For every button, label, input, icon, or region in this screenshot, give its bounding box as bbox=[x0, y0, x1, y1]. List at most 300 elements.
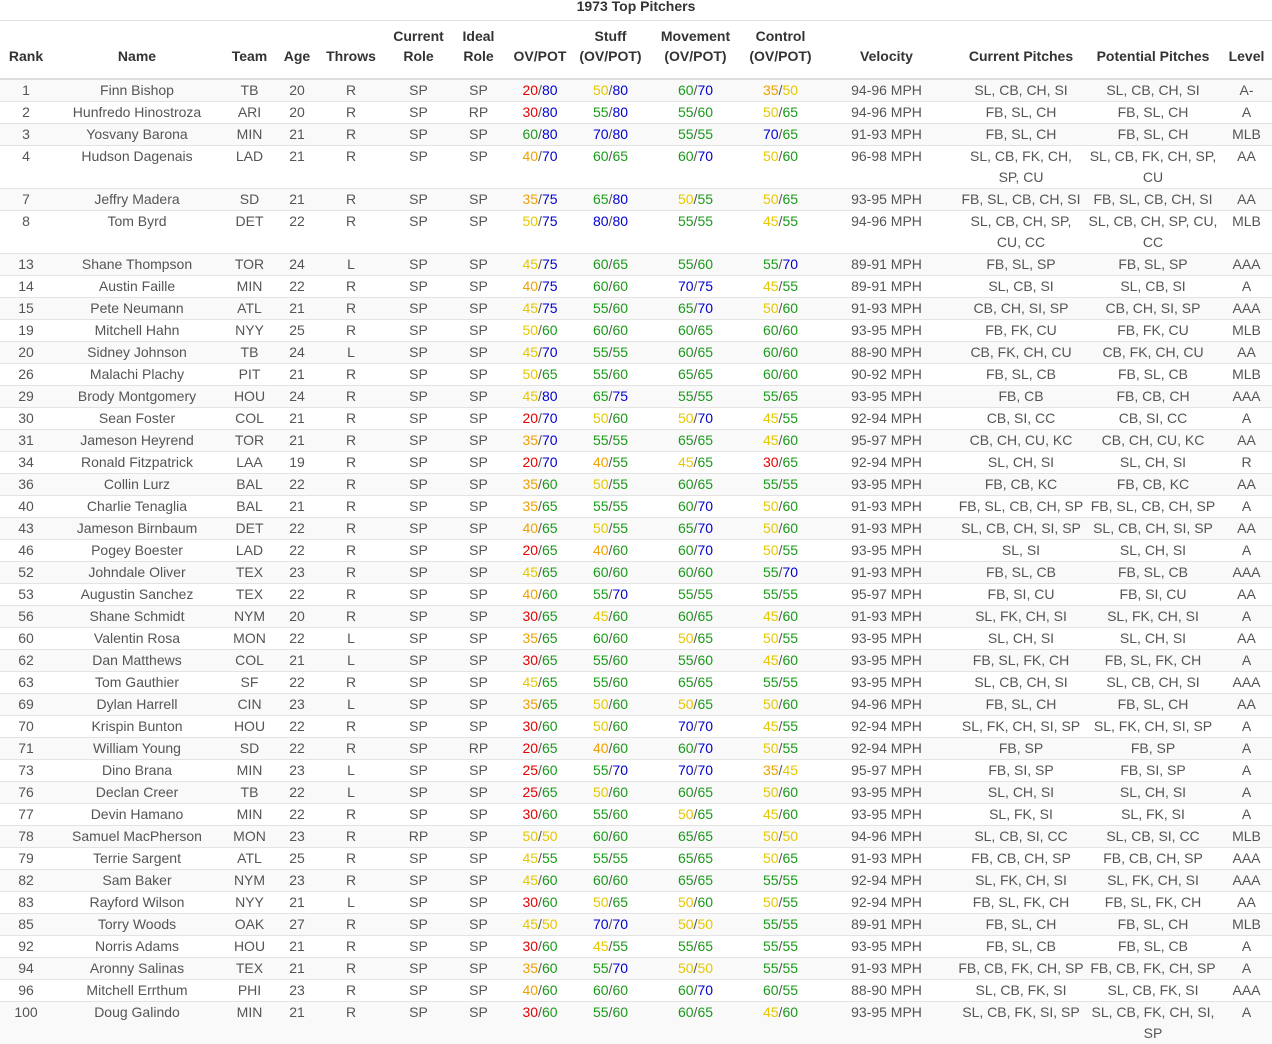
rating-separator: / bbox=[779, 344, 783, 360]
table-row bbox=[0, 804, 1272, 826]
cell-stuff bbox=[575, 342, 646, 364]
rating-current: 50 bbox=[763, 696, 779, 712]
rating-separator: / bbox=[538, 564, 542, 580]
cell-age: 21 bbox=[277, 189, 317, 211]
cell-movement bbox=[646, 474, 745, 496]
cell-rank: 40 bbox=[0, 496, 52, 518]
column-header-control[interactable] bbox=[745, 21, 816, 79]
cell-control bbox=[745, 364, 816, 386]
rating-current: 70 bbox=[593, 916, 609, 932]
rating-potential: 80 bbox=[612, 191, 628, 207]
cell-rank: 13 bbox=[0, 254, 52, 276]
cell-team: HOU bbox=[222, 716, 277, 738]
rating-potential: 60 bbox=[542, 322, 558, 338]
cell-velocity: 91-93 MPH bbox=[816, 518, 957, 540]
cell-velocity: 88-90 MPH bbox=[816, 342, 957, 364]
cell-ov-pot bbox=[505, 320, 575, 342]
cell-rank: 31 bbox=[0, 430, 52, 452]
cell-level: A bbox=[1221, 276, 1272, 298]
rating-potential: 60 bbox=[697, 652, 713, 668]
rating-separator: / bbox=[779, 982, 783, 998]
cell-current-role: SP bbox=[385, 804, 452, 826]
cell-velocity: 89-91 MPH bbox=[816, 254, 957, 276]
cell-age: 21 bbox=[277, 936, 317, 958]
column-header-stuff[interactable] bbox=[575, 21, 646, 79]
rating-potential: 65 bbox=[612, 256, 628, 272]
cell-movement bbox=[646, 760, 745, 782]
rating-current: 45 bbox=[522, 388, 538, 404]
rating-separator: / bbox=[694, 850, 698, 866]
rating-current: 60 bbox=[593, 872, 609, 888]
rating-separator: / bbox=[538, 740, 542, 756]
cell-control bbox=[745, 102, 816, 124]
cell-throws: R bbox=[317, 914, 385, 936]
rating-potential: 80 bbox=[542, 104, 558, 120]
cell-team: NYY bbox=[222, 892, 277, 914]
cell-control bbox=[745, 958, 816, 980]
column-header-velocity[interactable]: Velocity bbox=[816, 21, 957, 79]
rating-current: 65 bbox=[678, 674, 694, 690]
cell-level: AA bbox=[1221, 146, 1272, 189]
rating-potential: 55 bbox=[782, 982, 798, 998]
rating-separator: / bbox=[609, 82, 613, 98]
cell-rank: 52 bbox=[0, 562, 52, 584]
cell-current-pitches: SL, CB, SI, CC bbox=[957, 826, 1085, 848]
cell-name: Dan Matthews bbox=[52, 650, 222, 672]
cell-rank: 76 bbox=[0, 782, 52, 804]
rating-separator: / bbox=[779, 498, 783, 514]
rating-current: 30 bbox=[522, 806, 538, 822]
rating-potential: 60 bbox=[612, 784, 628, 800]
rating-potential: 60 bbox=[782, 344, 798, 360]
cell-movement bbox=[646, 716, 745, 738]
cell-current-role: SP bbox=[385, 518, 452, 540]
cell-control bbox=[745, 189, 816, 211]
rating-current: 45 bbox=[763, 432, 779, 448]
rating-separator: / bbox=[538, 410, 542, 426]
cell-current-pitches: FB, SP bbox=[957, 738, 1085, 760]
cell-stuff bbox=[575, 584, 646, 606]
table-row bbox=[0, 540, 1272, 562]
rating-potential: 75 bbox=[542, 256, 558, 272]
rating-current: 60 bbox=[678, 564, 694, 580]
rating-potential: 50 bbox=[697, 916, 713, 932]
cell-potential-pitches: SL, FK, SI bbox=[1085, 804, 1221, 826]
cell-age: 22 bbox=[277, 518, 317, 540]
rating-separator: / bbox=[694, 191, 698, 207]
rating-current: 65 bbox=[678, 432, 694, 448]
column-header-age[interactable]: Age bbox=[277, 21, 317, 79]
cell-control bbox=[745, 1002, 816, 1044]
cell-stuff bbox=[575, 892, 646, 914]
cell-current-role: SP bbox=[385, 320, 452, 342]
cell-stuff bbox=[575, 430, 646, 452]
rating-separator: / bbox=[609, 542, 613, 558]
cell-current-role: SP bbox=[385, 716, 452, 738]
rating-potential: 50 bbox=[542, 916, 558, 932]
rating-current: 45 bbox=[522, 256, 538, 272]
rating-potential: 60 bbox=[782, 322, 798, 338]
rating-potential: 60 bbox=[612, 410, 628, 426]
rating-separator: / bbox=[609, 300, 613, 316]
cell-age: 21 bbox=[277, 146, 317, 189]
cell-name: Sam Baker bbox=[52, 870, 222, 892]
rating-potential: 70 bbox=[697, 82, 713, 98]
cell-current-pitches: SL, CB, SI bbox=[957, 276, 1085, 298]
cell-age: 23 bbox=[277, 870, 317, 892]
cell-movement bbox=[646, 430, 745, 452]
cell-team: TOR bbox=[222, 254, 277, 276]
rating-potential: 60 bbox=[612, 652, 628, 668]
cell-throws: L bbox=[317, 650, 385, 672]
column-header-level[interactable]: Level bbox=[1221, 21, 1272, 79]
cell-current-role: SP bbox=[385, 870, 452, 892]
cell-team: PHI bbox=[222, 980, 277, 1002]
cell-ov-pot bbox=[505, 124, 575, 146]
rating-potential: 60 bbox=[782, 652, 798, 668]
cell-current-role: SP bbox=[385, 386, 452, 408]
cell-movement bbox=[646, 782, 745, 804]
rating-separator: / bbox=[609, 410, 613, 426]
cell-velocity: 94-96 MPH bbox=[816, 826, 957, 848]
rating-separator: / bbox=[609, 520, 613, 536]
table-row bbox=[0, 870, 1272, 892]
table-row bbox=[0, 430, 1272, 452]
cell-age: 24 bbox=[277, 386, 317, 408]
rating-current: 65 bbox=[678, 300, 694, 316]
cell-current-role: SP bbox=[385, 936, 452, 958]
column-header-ideal-role[interactable] bbox=[452, 21, 505, 79]
cell-current-role: SP bbox=[385, 496, 452, 518]
rating-potential: 75 bbox=[612, 388, 628, 404]
rating-potential: 60 bbox=[542, 1004, 558, 1020]
column-header-current-role[interactable] bbox=[385, 21, 452, 79]
rating-current: 40 bbox=[593, 454, 609, 470]
cell-throws: R bbox=[317, 870, 385, 892]
rating-potential: 55 bbox=[782, 872, 798, 888]
rating-current: 50 bbox=[593, 476, 609, 492]
rating-potential: 60 bbox=[782, 784, 798, 800]
rating-separator: / bbox=[609, 652, 613, 668]
column-header-team[interactable]: Team bbox=[222, 21, 277, 79]
rating-separator: / bbox=[694, 674, 698, 690]
cell-potential-pitches: SL, CH, SI bbox=[1085, 540, 1221, 562]
cell-ideal-role: SP bbox=[452, 276, 505, 298]
rating-current: 45 bbox=[763, 410, 779, 426]
cell-age: 22 bbox=[277, 540, 317, 562]
cell-level: A bbox=[1221, 1002, 1272, 1044]
rating-separator: / bbox=[609, 718, 613, 734]
cell-current-role: SP bbox=[385, 892, 452, 914]
cell-name: Mitchell Hahn bbox=[52, 320, 222, 342]
rating-separator: / bbox=[694, 300, 698, 316]
cell-throws: R bbox=[317, 474, 385, 496]
cell-current-pitches: FB, SI, SP bbox=[957, 760, 1085, 782]
rating-potential: 70 bbox=[697, 542, 713, 558]
rating-current: 25 bbox=[522, 784, 538, 800]
rating-separator: / bbox=[694, 410, 698, 426]
rating-potential: 65 bbox=[542, 520, 558, 536]
cell-name: Pogey Boester bbox=[52, 540, 222, 562]
rating-potential: 60 bbox=[697, 894, 713, 910]
rating-potential: 65 bbox=[697, 784, 713, 800]
cell-team: MIN bbox=[222, 1002, 277, 1044]
rating-current: 45 bbox=[522, 564, 538, 580]
rating-separator: / bbox=[779, 696, 783, 712]
cell-team: COL bbox=[222, 650, 277, 672]
cell-name: Tom Gauthier bbox=[52, 672, 222, 694]
rating-separator: / bbox=[779, 674, 783, 690]
rating-potential: 65 bbox=[542, 542, 558, 558]
cell-rank: 70 bbox=[0, 716, 52, 738]
rating-potential: 55 bbox=[782, 960, 798, 976]
rating-separator: / bbox=[538, 938, 542, 954]
cell-movement bbox=[646, 826, 745, 848]
cell-throws: R bbox=[317, 716, 385, 738]
rating-separator: / bbox=[609, 1004, 613, 1020]
cell-ov-pot bbox=[505, 650, 575, 672]
rating-current: 45 bbox=[593, 608, 609, 624]
cell-age: 21 bbox=[277, 958, 317, 980]
cell-velocity: 91-93 MPH bbox=[816, 496, 957, 518]
cell-rank: 26 bbox=[0, 364, 52, 386]
rating-separator: / bbox=[694, 828, 698, 844]
cell-ov-pot bbox=[505, 364, 575, 386]
cell-stuff bbox=[575, 738, 646, 760]
cell-rank: 56 bbox=[0, 606, 52, 628]
column-header-rank[interactable]: Rank bbox=[0, 21, 52, 79]
rating-current: 30 bbox=[763, 454, 779, 470]
cell-rank: 2 bbox=[0, 102, 52, 124]
rating-potential: 65 bbox=[697, 806, 713, 822]
rating-separator: / bbox=[779, 410, 783, 426]
rating-current: 70 bbox=[678, 718, 694, 734]
rating-current: 60 bbox=[593, 828, 609, 844]
cell-stuff bbox=[575, 716, 646, 738]
cell-rank: 94 bbox=[0, 958, 52, 980]
cell-velocity: 93-95 MPH bbox=[816, 189, 957, 211]
rating-current: 50 bbox=[678, 191, 694, 207]
rating-potential: 60 bbox=[542, 586, 558, 602]
rating-current: 35 bbox=[522, 498, 538, 514]
cell-rank: 53 bbox=[0, 584, 52, 606]
cell-rank: 4 bbox=[0, 146, 52, 189]
rating-separator: / bbox=[694, 366, 698, 382]
cell-age: 27 bbox=[277, 914, 317, 936]
rating-separator: / bbox=[779, 1004, 783, 1020]
rating-current: 30 bbox=[522, 1004, 538, 1020]
cell-level: A bbox=[1221, 606, 1272, 628]
cell-name: Sean Foster bbox=[52, 408, 222, 430]
cell-ideal-role: SP bbox=[452, 914, 505, 936]
table-row bbox=[0, 782, 1272, 804]
cell-current-role: SP bbox=[385, 628, 452, 650]
rating-potential: 65 bbox=[697, 322, 713, 338]
rating-current: 60 bbox=[678, 784, 694, 800]
rating-potential: 70 bbox=[697, 148, 713, 164]
column-header-ov-pot[interactable]: OV/POT bbox=[505, 21, 575, 79]
cell-movement bbox=[646, 738, 745, 760]
cell-movement bbox=[646, 804, 745, 826]
rating-potential: 65 bbox=[697, 674, 713, 690]
cell-current-pitches: FB, CB, KC bbox=[957, 474, 1085, 496]
cell-level: AA bbox=[1221, 430, 1272, 452]
rating-current: 45 bbox=[763, 806, 779, 822]
rating-current: 55 bbox=[763, 388, 779, 404]
cell-stuff bbox=[575, 672, 646, 694]
cell-throws: L bbox=[317, 782, 385, 804]
cell-age: 22 bbox=[277, 584, 317, 606]
cell-movement bbox=[646, 628, 745, 650]
cell-current-pitches: FB, SL, CB, CH, SI bbox=[957, 189, 1085, 211]
rating-potential: 65 bbox=[697, 938, 713, 954]
rating-current: 50 bbox=[678, 630, 694, 646]
cell-velocity: 93-95 MPH bbox=[816, 320, 957, 342]
column-header-movement[interactable] bbox=[646, 21, 745, 79]
rating-potential: 65 bbox=[542, 366, 558, 382]
rating-potential: 55 bbox=[612, 454, 628, 470]
rating-separator: / bbox=[779, 104, 783, 120]
cell-movement bbox=[646, 914, 745, 936]
rating-current: 60 bbox=[678, 608, 694, 624]
rating-separator: / bbox=[538, 300, 542, 316]
rating-separator: / bbox=[538, 894, 542, 910]
rating-current: 50 bbox=[678, 916, 694, 932]
column-header-throws[interactable]: Throws bbox=[317, 21, 385, 79]
cell-team: MON bbox=[222, 826, 277, 848]
rating-potential: 65 bbox=[697, 630, 713, 646]
cell-ideal-role: SP bbox=[452, 606, 505, 628]
cell-velocity: 93-95 MPH bbox=[816, 804, 957, 826]
cell-team: DET bbox=[222, 211, 277, 254]
rating-potential: 75 bbox=[542, 300, 558, 316]
rating-current: 50 bbox=[763, 740, 779, 756]
cell-current-pitches: CB, SI, CC bbox=[957, 408, 1085, 430]
cell-current-pitches: SL, CB, FK, SI, SP bbox=[957, 1002, 1085, 1044]
rating-separator: / bbox=[538, 476, 542, 492]
cell-ov-pot bbox=[505, 562, 575, 584]
rating-current: 50 bbox=[763, 630, 779, 646]
cell-ov-pot bbox=[505, 738, 575, 760]
rating-separator: / bbox=[694, 148, 698, 164]
cell-age: 19 bbox=[277, 452, 317, 474]
cell-name: Augustin Sanchez bbox=[52, 584, 222, 606]
rating-current: 30 bbox=[522, 608, 538, 624]
rating-potential: 60 bbox=[542, 960, 558, 976]
rating-current: 45 bbox=[522, 300, 538, 316]
cell-current-pitches: SL, CB, CH, SI bbox=[957, 79, 1085, 102]
cell-movement bbox=[646, 102, 745, 124]
column-header-potential-pitches[interactable]: Potential Pitches bbox=[1085, 21, 1221, 79]
cell-name: Torry Woods bbox=[52, 914, 222, 936]
cell-age: 22 bbox=[277, 804, 317, 826]
rating-separator: / bbox=[779, 938, 783, 954]
cell-current-pitches: FB, CB, CH, SP bbox=[957, 848, 1085, 870]
cell-control bbox=[745, 79, 816, 102]
rating-current: 55 bbox=[593, 344, 609, 360]
rating-potential: 80 bbox=[612, 213, 628, 229]
cell-ov-pot bbox=[505, 936, 575, 958]
cell-potential-pitches: FB, SL, FK, CH bbox=[1085, 892, 1221, 914]
cell-current-pitches: FB, SL, CH bbox=[957, 914, 1085, 936]
rating-separator: / bbox=[538, 806, 542, 822]
header-line: Current bbox=[393, 28, 444, 44]
cell-level: AAA bbox=[1221, 980, 1272, 1002]
cell-movement bbox=[646, 496, 745, 518]
cell-team: TOR bbox=[222, 430, 277, 452]
cell-ideal-role: SP bbox=[452, 540, 505, 562]
rating-potential: 55 bbox=[697, 126, 713, 142]
column-header-current-pitches[interactable]: Current Pitches bbox=[957, 21, 1085, 79]
rating-potential: 60 bbox=[782, 806, 798, 822]
cell-velocity: 93-95 MPH bbox=[816, 672, 957, 694]
cell-throws: R bbox=[317, 320, 385, 342]
cell-ideal-role: SP bbox=[452, 124, 505, 146]
rating-current: 50 bbox=[763, 104, 779, 120]
cell-movement bbox=[646, 584, 745, 606]
table-row bbox=[0, 364, 1272, 386]
rating-potential: 55 bbox=[697, 213, 713, 229]
rating-current: 45 bbox=[763, 652, 779, 668]
cell-rank: 63 bbox=[0, 672, 52, 694]
cell-control bbox=[745, 342, 816, 364]
rating-current: 50 bbox=[593, 520, 609, 536]
rating-current: 55 bbox=[593, 498, 609, 514]
rating-current: 65 bbox=[678, 520, 694, 536]
column-header-name[interactable]: Name bbox=[52, 21, 222, 79]
cell-throws: R bbox=[317, 804, 385, 826]
cell-ideal-role: SP bbox=[452, 958, 505, 980]
rating-potential: 65 bbox=[697, 850, 713, 866]
cell-current-pitches: CB, FK, CH, CU bbox=[957, 342, 1085, 364]
cell-current-role: SP bbox=[385, 211, 452, 254]
rating-separator: / bbox=[779, 608, 783, 624]
rating-separator: / bbox=[694, 806, 698, 822]
cell-stuff bbox=[575, 606, 646, 628]
cell-current-pitches: CB, CH, CU, KC bbox=[957, 430, 1085, 452]
header-line: Movement bbox=[661, 28, 730, 44]
rating-separator: / bbox=[609, 806, 613, 822]
rating-potential: 70 bbox=[697, 300, 713, 316]
cell-team: LAD bbox=[222, 146, 277, 189]
cell-movement bbox=[646, 189, 745, 211]
cell-team: MIN bbox=[222, 276, 277, 298]
cell-throws: R bbox=[317, 79, 385, 102]
rating-potential: 70 bbox=[697, 520, 713, 536]
cell-potential-pitches: FB, SL, CB bbox=[1085, 364, 1221, 386]
rating-current: 80 bbox=[593, 213, 609, 229]
rating-potential: 60 bbox=[612, 696, 628, 712]
rating-current: 50 bbox=[522, 213, 538, 229]
rating-current: 65 bbox=[678, 366, 694, 382]
cell-control bbox=[745, 782, 816, 804]
rating-potential: 55 bbox=[612, 498, 628, 514]
cell-movement bbox=[646, 276, 745, 298]
rating-potential: 65 bbox=[542, 740, 558, 756]
rating-separator: / bbox=[779, 366, 783, 382]
cell-ov-pot bbox=[505, 189, 575, 211]
rating-separator: / bbox=[694, 104, 698, 120]
cell-movement bbox=[646, 124, 745, 146]
cell-name: Doug Galindo bbox=[52, 1002, 222, 1044]
rating-separator: / bbox=[538, 1004, 542, 1020]
cell-velocity: 91-93 MPH bbox=[816, 848, 957, 870]
rating-current: 30 bbox=[522, 938, 538, 954]
rating-separator: / bbox=[779, 828, 783, 844]
cell-ov-pot bbox=[505, 276, 575, 298]
rating-separator: / bbox=[779, 454, 783, 470]
cell-ov-pot bbox=[505, 452, 575, 474]
